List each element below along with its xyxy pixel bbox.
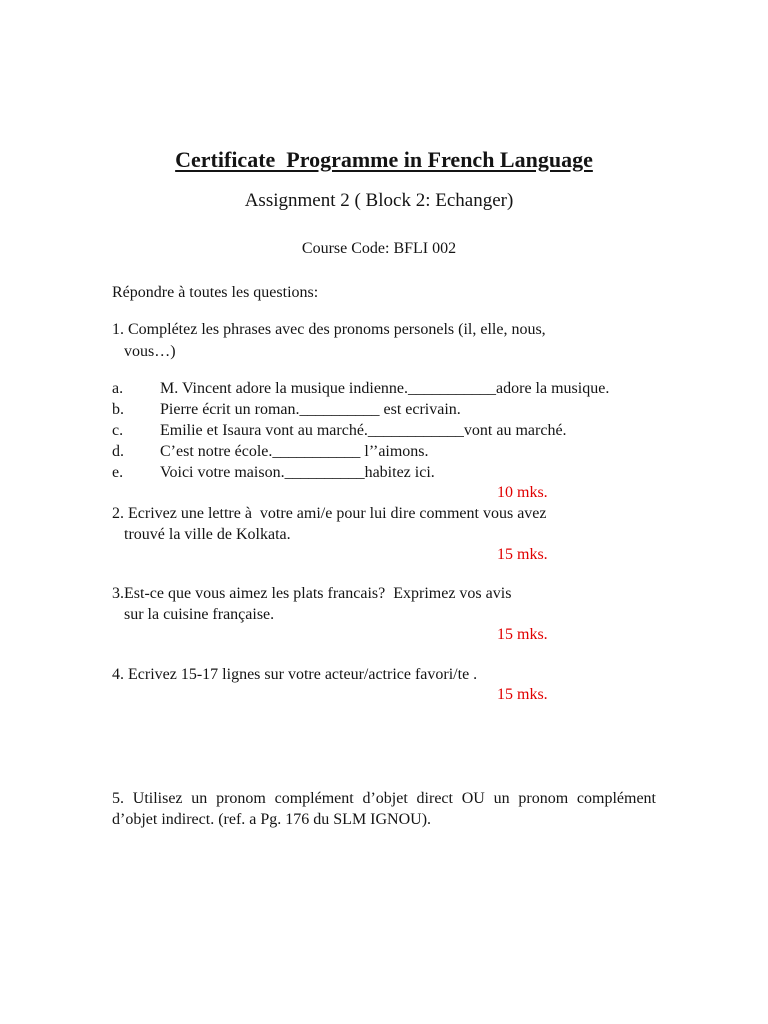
exercise-item-text: Voici votre maison.__________habitez ici. [160,464,435,481]
exercise-item-letter: a. [112,380,124,397]
assignment-subtitle: Assignment 2 ( Block 2: Echanger) [244,190,514,211]
question-4-marks: 15 mks. [497,686,548,703]
exercise-item-text: Pierre écrit un roman.__________ est ecrivain. [160,401,461,418]
exercise-item-text: M. Vincent adore la musique indienne.___________adore la musique. [160,380,610,397]
question-3-line-2: sur la cuisine française. [124,606,275,623]
exercise-item-letter: b. [112,401,124,418]
question-2-line-2: trouvé la ville de Kolkata. [124,526,291,543]
question-1-line-1: 1. Complétez les phrases avec des pronoms personels (il, elle, nous, [112,321,546,338]
question-5-text: 5. Utilisez un pronom complément d’objet direct OU un pronom complément d’objet indirect. (ref. a Pg. 176 du SLM IGNOU). [112,790,656,828]
question-2-marks: 15 mks. [497,546,548,563]
exercise-item-text: C’est notre école.___________ l’’aimons. [160,443,429,460]
question-4-line-1: 4. Ecrivez 15-17 lignes sur votre acteur/actrice favori/te . [112,666,478,683]
exercise-item-text: Emilie et Isaura vont au marché.____________vont au marché. [160,422,567,439]
question-3-line-1: 3.Est-ce que vous aimez les plats francais? Exprimez vos avis [112,585,512,602]
document-title: Certificate Programme in French Language [175,147,593,172]
question-1-line-2: vous…) [124,343,176,360]
question-2-line-1: 2. Ecrivez une lettre à votre ami/e pour lui dire comment vous avez [112,505,547,522]
instructions: Répondre à toutes les questions: [112,284,319,301]
question-3-marks: 15 mks. [497,626,548,643]
course-code: Course Code: BFLI 002 [301,240,457,257]
exercise-item-letter: e. [112,464,124,481]
question-1-marks: 10 mks. [497,484,548,501]
exercise-item-letter: c. [112,422,124,439]
exercise-item-letter: d. [112,443,124,460]
